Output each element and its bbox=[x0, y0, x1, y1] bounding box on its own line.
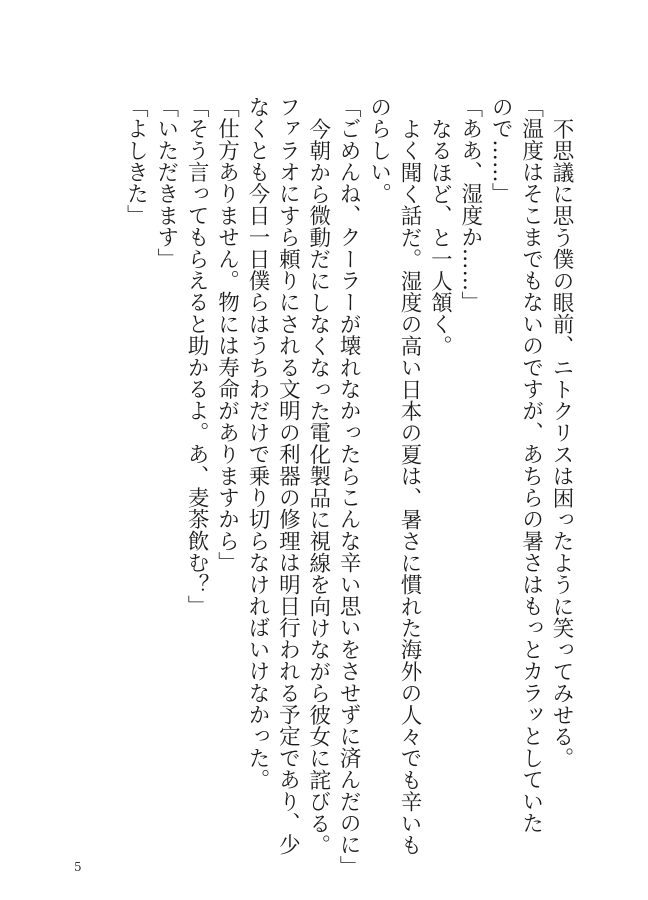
text-line: なくとも今日一日僕らはうちわだけで乗り切らなければいけなかった。 bbox=[244, 96, 270, 791]
text-line: 「温度はそこまでもないのですが、あちらの暑さはもっとカラッとしていた bbox=[518, 96, 544, 834]
text-line: ので……」 bbox=[488, 96, 514, 205]
text-line: のらしい。 bbox=[366, 96, 392, 205]
text-line: 「ごめんね、クーラーが壊れなかったらこんな辛い思いをさせずに済んだのに」 bbox=[336, 96, 362, 878]
text-line: ファラオにすら頼りにされる文明の利器の修理は明日行われる予定であり、少 bbox=[275, 96, 301, 856]
text-line: 不思議に思う僕の眼前、ニトクリスは困ったように笑ってみせる。 bbox=[549, 117, 574, 769]
text-line: よく聞く話だ。湿度の高い日本の夏は、暑さに慣れた海外の人々でも辛いも bbox=[396, 117, 422, 856]
page-number: 5 bbox=[74, 860, 82, 874]
text-line: 「よしきた」 bbox=[123, 96, 149, 227]
text-line: 「そう言ってもらえると助かるよ。あ、麦茶飲む？」 bbox=[184, 96, 210, 617]
text-line: 「仕方ありません。物には寿命がありますから」 bbox=[214, 96, 240, 574]
text-line: 「ああ、湿度か……」 bbox=[457, 96, 483, 313]
vertical-text-block bbox=[66, 96, 576, 878]
text-line: 「いただきます」 bbox=[153, 96, 179, 270]
text-line: なるほど、と一人頷く。 bbox=[427, 117, 453, 357]
text-line: 今朝から微動だにしなくなった電化製品に視線を向けながら彼女に詫びる。 bbox=[305, 117, 331, 856]
